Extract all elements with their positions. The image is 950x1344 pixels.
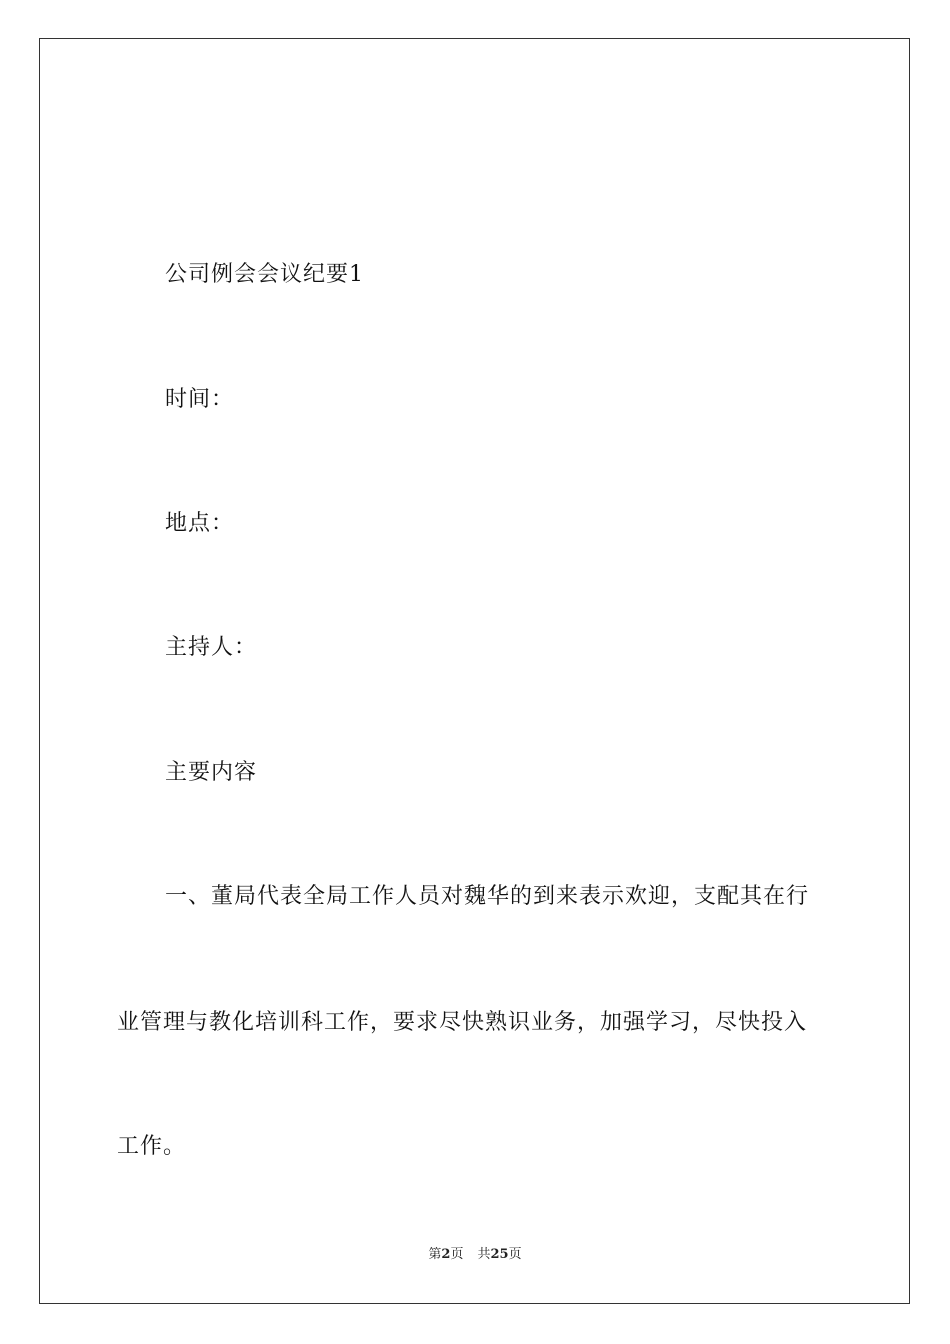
paragraph-line: 一、董局代表全局工作人员对魏华的到来表示欢迎，支配其在行 [165,884,810,909]
paragraph-line: 工作。 [117,1134,187,1159]
current-page-number: 2 [441,1247,451,1262]
total-suffix: 页 [508,1247,522,1262]
location-label: 地点： [165,511,235,536]
total-pages-number: 25 [490,1247,509,1262]
page-suffix: 页 [450,1247,464,1262]
host-label: 主持人： [165,635,258,660]
paragraph-line: 业管理与教化培训科工作，要求尽快熟识业务，加强学习，尽快投入 [117,1010,808,1035]
page-footer [0,1246,950,1264]
main-content-heading: 主要内容 [165,760,258,785]
page-border [39,38,910,1304]
page-prefix: 第 [428,1247,442,1262]
time-label: 时间： [165,387,235,412]
total-prefix: 共 [477,1247,491,1262]
document-title: 公司例会会议纪要1 [165,262,364,287]
